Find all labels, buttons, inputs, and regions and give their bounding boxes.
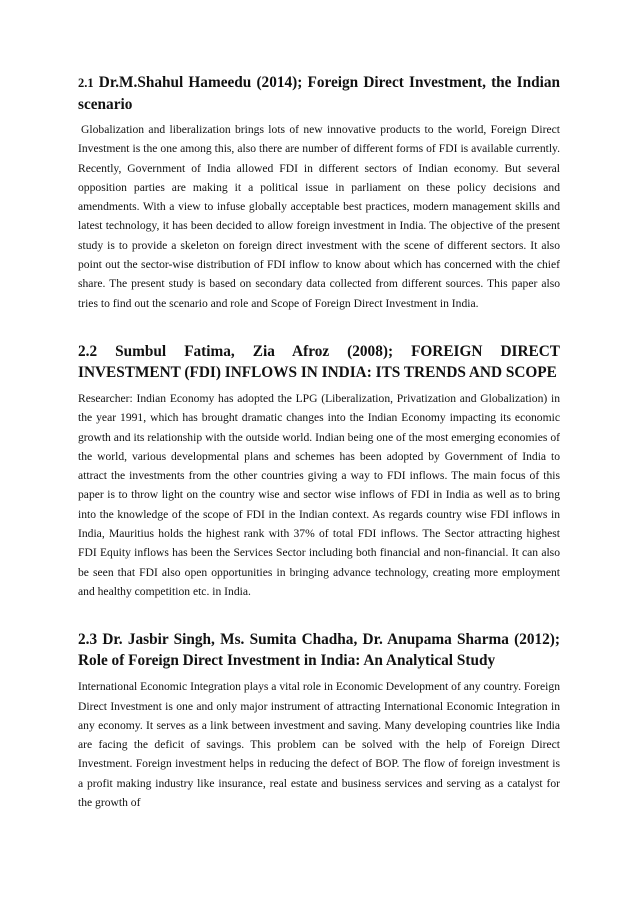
section-heading-text: Dr.M.Shahul Hameedu (2014); Foreign Direct Investment, the Indian scenario [78,74,561,113]
section-paragraph: Researcher: Indian Economy has adopted the LPG (Liberalization, Privatization and Globalization) in the year 1991, which has brought dramatic changes into the Indian Economy impacting its economic growth and its relationship with the outside world. Indian being one of the most emerging economies of the world, various developmental plans and schemes has been adopted by Government of India to attract the investments from the other countries giving a way to FDI inflows. The main focus of this paper is to throw light on the country wise and sector wise inflows of FDI in India as well as to bring into the knowledge of the scope of FDI in the Indian context. As regards country wise FDI inflows in India, Mauritius holds the highest rank with 37% of total FDI inflows. The Sector attracting highest FDI Equity inflows has been the Services Sector including both financial and non-financial. It can also be seen that FDI also open opportunities in bringing advance technology, creating more employment and healthy competition etc. in India. [78,391,560,598]
literature-review-section [78,72,560,313]
section-number: 2.1 [78,76,94,90]
literature-review-section [78,341,560,601]
document-page [78,72,560,812]
section-heading [78,72,560,115]
section-paragraph: International Economic Integration plays a vital role in Economic Development of any country. Foreign Direct Investment is one and only major instrument of attracting International Economic Integration in any economy. It serves as a link between investment and saving. Many developing countries like India are facing the deficit of savings. This problem can be solved with the help of Foreign Direct Investment. Foreign investment helps in reducing the defect of BOP. The flow of foreign investment is a profit making industry like insurance, real estate and business services and serving as a catalyst for the growth of [78,680,560,810]
section-paragraph: Globalization and liberalization brings lots of new innovative products to the world, Foreign Direct Investment is the one among this, also there are number of different forms of FDI is available currently. Recently, Government of India allowed FDI in different sectors of Indian economy. But several opposition parties are making it a political issue in parliament on these policy decisions and amendments. With a view to infuse globally acceptable best practices, modern management skills and latest technology, it has been decided to allow foreign investment in India. The objective of the present study is to provide a skeleton on foreign direct investment with the scene of different sectors. It also point out the sector-wise distribution of FDI inflow to know about which has concerned with the chief share. The present study is based on secondary data collected from different sources. This paper also tries to find out the scenario and role and Scope of Foreign Direct Investment in India. [78,123,560,310]
section-heading: 2.2 Sumbul Fatima, Zia Afroz (2008); FOREIGN DIRECT INVESTMENT (FDI) INFLOWS IN INDIA: ITS TRENDS AND SCOPE [78,342,560,381]
section-heading: 2.3 Dr. Jasbir Singh, Ms. Sumita Chadha, Dr. Anupama Sharma (2012); Role of Foreign Direct Investment in India: An Analytical Study [78,631,560,670]
literature-review-section [78,629,560,812]
